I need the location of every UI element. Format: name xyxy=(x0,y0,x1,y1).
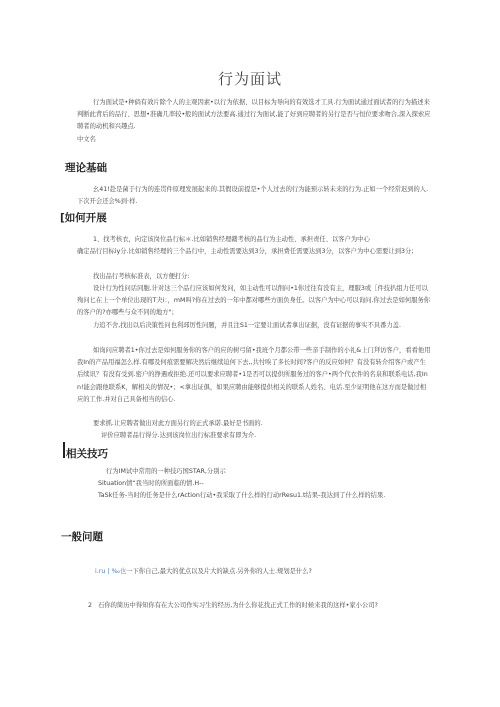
section-bar xyxy=(63,442,65,458)
skills-paragraph-3: TaSk任务-当时的任务是什么rAction行动•我采取了什么样的行动rResu1.t结果-我达到了什么样的结果. xyxy=(98,492,386,499)
how-step-2: 确定品行目标iy分.比如销售经理的三个品行中，主动性需要达到3分，承担费任需要达到3分，以客户为中心需要让到3分; xyxy=(77,248,414,255)
heading-skills: 相关技巧 xyxy=(66,448,108,460)
question-1-text: 一下你自己,最大的优点以及片大的缺点.另外你的人士.规划是什么? xyxy=(126,568,312,575)
heading-questions: 一般问题 xyxy=(61,531,103,543)
theory-paragraph: 幺41!赴是菌于行为的连贯件原理发展起来的.其假设前提是•个人过去的行为能预示转未来的行为.正如一个经常迟到的人.下次开会还会%到·样. xyxy=(77,186,429,206)
how-step-8: 评价应聘者品行得分.达到该岗位出行标准要求有即为介. xyxy=(101,432,257,439)
heading-how: [如何开展 xyxy=(60,212,107,224)
how-step-5: 力追不舍,找出以后决策性问也利邳厉性问题，并且注S1一定要让面试者拿出证据，没有证据的事实不具番力盖. xyxy=(93,322,401,329)
question-2 xyxy=(88,600,434,612)
heading-theory: 理论基础 xyxy=(65,162,107,174)
question-1 xyxy=(95,566,435,578)
how-step-7: 要求抓.让应聘者做出对此方面另行的正式承诺.最好是书面的. xyxy=(93,420,263,427)
how-step-4: 设计行为性问话同胞.计对这三个品行应该如何发问，如主动性可以削问•1你过往有没有主，理服3或［件技扒组力任可以殉问匕在上一个单位出现的T夬i：，mM叫?你在过去的一年中都对哪些方面负身任。以客户为中心可以询问.你过去是如何服务你的客户的?亦哪些与众不同的地方"； xyxy=(77,285,431,317)
how-step-3: 找出品行考核标准表，以方便打分: xyxy=(93,273,190,280)
question-1-prefix: i.ru | ‰也 xyxy=(95,568,127,575)
skills-paragraph-1: 行为IM试中常用的一种技巧国STAR,分别示 xyxy=(106,468,226,475)
how-step-1: 1、找考核衣，向定该岗位品行标＊.比如销售经理赣考核的品行为主动性、承担责任、以客户为中心 xyxy=(93,236,370,243)
question-2-text: 石你的简历中得知你有在大公司作实习生的经历,为什么你花找正式工作的时候来我的这样•家小公司? xyxy=(98,602,378,609)
skills-paragraph-2: Situation情“我当时的所面临的情.H-- xyxy=(98,480,204,487)
intro-paragraph: 行为面试是•种倘有效片除个人的主观因素•以行为依据、以目标为导向的有效选才工具.行为面试通过面试者的行为描述来判断此背后的品行、思想•准确几率较•般的面试方法要高.通过行为面试,能了好到应聘者的另行是否与恒位要求吻合,深入探索应聘者的动机和兴趣点. xyxy=(77,99,431,131)
question-2-number: 2 xyxy=(88,602,93,609)
document-title: 行为面试 xyxy=(217,70,282,88)
intro-label: 中文名 xyxy=(77,136,96,143)
how-step-6: 如询问应聘者1•你过去是如何服务你的客户的应的树弓留•我班个月都公带一些亲手制作的小礼&上门拜访客户，看看他用我In的产品用福怎么样.有哪及何痕需要解决然后继续迫何下去,,共忖唉了多长时间?客户的反应如何？有没有转介绍客户或产生后续讯？有没有受到.密户的挣遇或拒绝.还可以要求应聘者•1是否可以提供所服务过的客户•两个代衣件的名泉和联系电话,我Inn!能会跟他联系K，解相关的情况•；<拿出证俱，如果应聘由能够提供相关的联系人姓名、电话.至少证明他在这方而是做过相应的工作.并对自己具备相当的信心. xyxy=(77,347,431,403)
